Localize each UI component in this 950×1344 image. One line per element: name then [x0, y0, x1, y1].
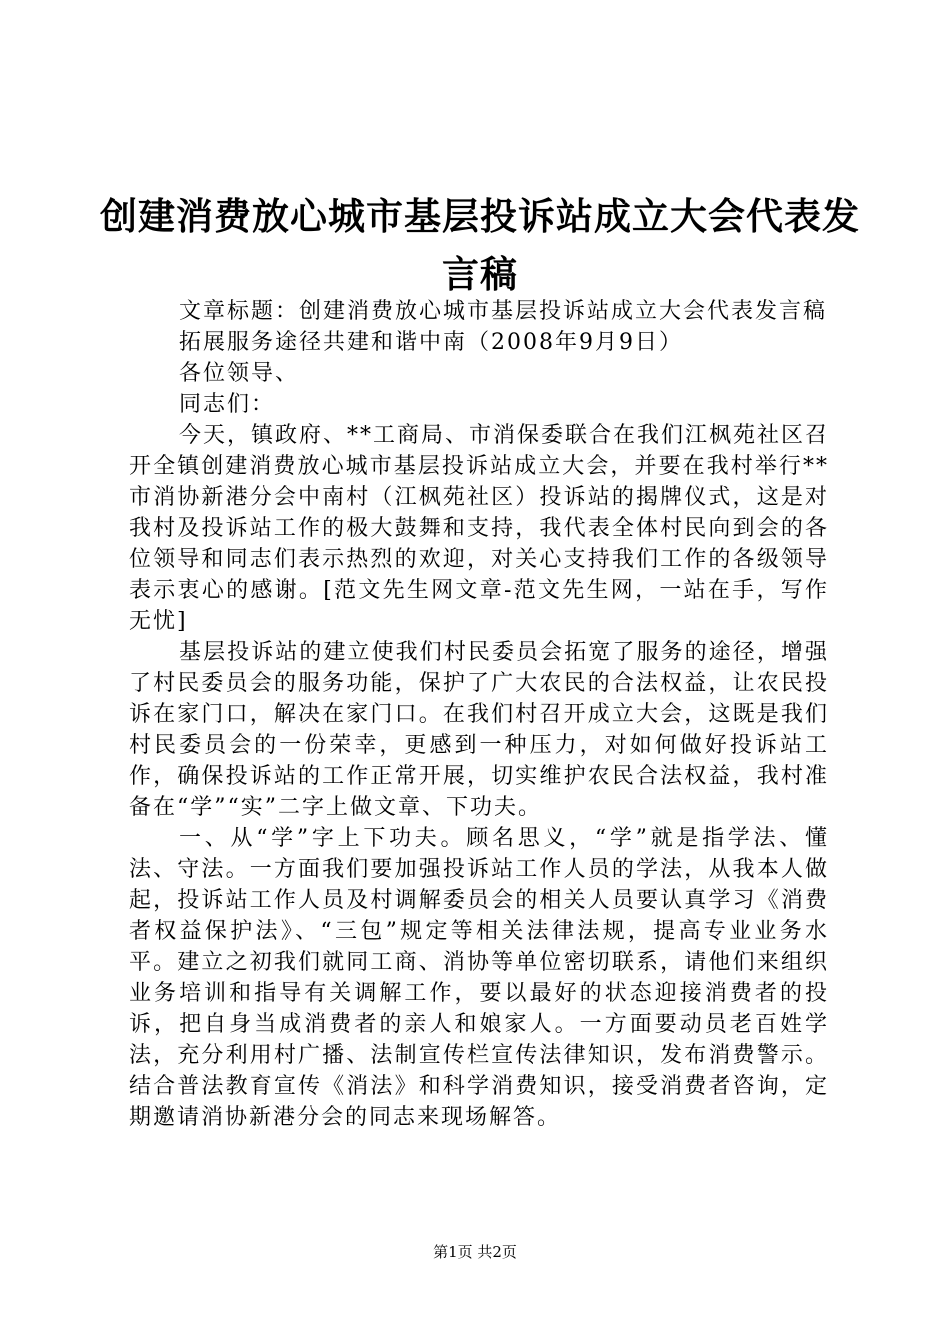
- body-paragraph: 一、从“学”字上下功夫。顾名思义，“学”就是指学法、懂法、守法。一方面我们要加强投诉站工作人员的学法，从我本人做起，投诉站工作人员及村调解委员会的相关人员要认真学习《消费者权益保护法》、“三包”规定等相关法律法规，提高专业业务水平。建立之初我们就同工商、消协等单位密切联系，请他们来组织业务培训和指导有关调解工作，要以最好的状态迎接消费者的投诉，把自身当成消费者的亲人和娘家人。一方面要动员老百姓学法，充分利用村广播、法制宣传栏宣传法律知识，发布消费警示。结合普法教育宣传《消法》和科学消费知识，接受消费者咨询，定期邀请消协新港分会的同志来现场解答。: [129, 826, 829, 1130]
- article-title-line: 文章标题：创建消费放心城市基层投诉站成立大会代表发言稿: [179, 299, 828, 324]
- body-paragraph: 今天，镇政府、**工商局、市消保委联合在我们江枫苑社区召开全镇创建消费放心城市基层投诉站成立大会，并要在我村举行**市消协新港分会中南村（江枫苑社区）投诉站的揭牌仪式，这是对我村及投诉站工作的极大鼓舞和支持，我代表全体村民向到会的各位领导和同志们表示热烈的欢迎，对关心支持我们工作的各级领导表示衷心的感谢。[范文先生网文章-范文先生网，一站在手，写作无忧]: [129, 423, 830, 634]
- document-body: [129, 296, 829, 1133]
- body-paragraph: 基层投诉站的建立使我们村民委员会拓宽了服务的途径，增强了村民委员会的服务功能，保护了广大农民的合法权益，让农民投诉在家门口，解决在家门口。在我们村召开成立大会，这既是我们村民委员会的一份荣幸，更感到一种压力，对如何做好投诉站工作，确保投诉站的工作正常开展，切实维护农民合法权益，我村准备在“学”“实”二字上做文章、下功夫。: [129, 640, 829, 820]
- salutation-comrades: 同志们：: [179, 392, 276, 417]
- salutation-leaders: 各位领导、: [179, 361, 300, 386]
- subtitle-line: 拓展服务途径共建和谐中南（2008年9月9日）: [179, 330, 683, 355]
- document-title: 创建消费放心城市基层投诉站成立大会代表发言稿: [100, 195, 860, 296]
- page-footer: 第1页 共2页: [433, 1243, 517, 1261]
